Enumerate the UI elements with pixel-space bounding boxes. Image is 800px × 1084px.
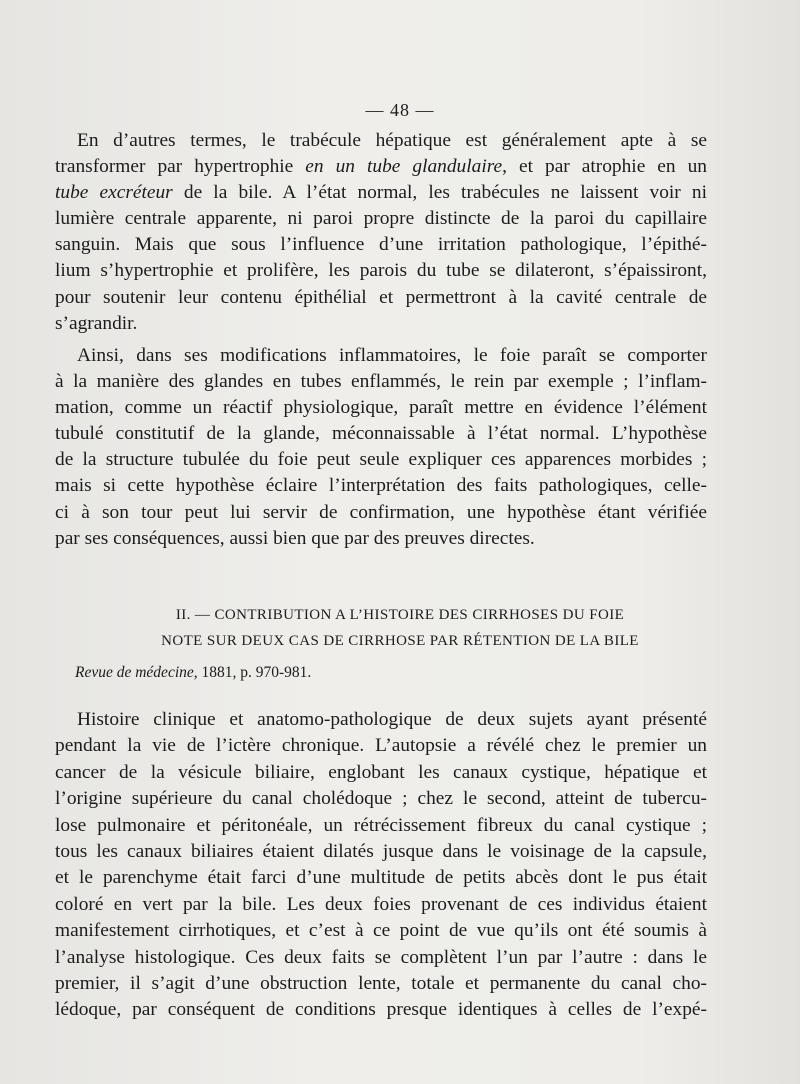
text-run: de la bile. A l’état normal, les trabécules ne laissent voir ni [172,182,707,204]
paragraph-3 [55,707,707,1024]
bibliographic-reference [75,664,311,682]
text-line: Ainsi, dans ses modifications inflammatoires, le foie paraît se comporter [77,345,707,366]
text-line: lium s’hypertrophie et prolifère, les parois du tube se dilateront, s’épaissiront, [55,260,707,282]
text-line: sanguin. Mais que sous l’influence d’une irritation pathologique, l’épithé- [55,234,707,256]
section-subheading: NOTE SUR DEUX CAS DE CIRRHOSE PAR RÉTENTION DE LA BILE [161,633,639,649]
text-run: transformer par hypertrophie [55,156,306,178]
text-line: l’analyse histologique. Ces deux faits se complètent l’un par l’autre : dans le [55,946,707,968]
text-line: et le parenchyme était farci d’une multitude de petits abcès dont le pus était [55,867,707,889]
italic-text: tube excréteur [55,182,173,204]
text-line: lédoque, par conséquent de conditions presque identiques à celles de l’expé- [55,999,707,1021]
text-line: ci à son tour peut lui servir de confirmation, une hypothèse étant vérifiée [55,501,707,523]
italic-text: en un tube glandulaire [305,156,503,178]
text-run: , et par atrophie en un [502,156,707,178]
text-line: coloré en vert par la bile. Les deux foies provenant de ces individus étaient [55,893,707,915]
paragraph-2 [55,343,707,552]
page-number: — 48 — [365,100,435,120]
text-line: pendant la vie de l’ictère chronique. L’autopsie a révélé chez le premier un [55,735,707,757]
text-line: à la manière des glandes en tubes enflammés, le rein par exemple ; l’inflam- [55,371,707,393]
text-line: manifestement cirrhotiques, et c’est à ce point de vue qu’ils ont été soumis à [55,920,707,942]
text-line: pour soutenir leur contenu épithélial et permettront à la cavité centrale de [55,286,707,308]
text-line: de la structure tubulée du foie peut seule expliquer ces apparences morbides ; [55,449,707,471]
text-line: lose pulmonaire et péritonéale, un rétrécissement fibreux du canal cystique ; [55,814,707,836]
text-line [55,180,707,206]
paragraph-1 [55,128,707,337]
text-line: Histoire clinique et anatomo-pathologique de deux sujets ayant présenté [77,709,707,730]
text-line: cancer de la vésicule biliaire, englobant les canaux cystique, hépatique et [55,761,707,783]
text-line: par ses conséquences, aussi bien que par des preuves directes. [55,527,535,549]
text-line: mais si cette hypothèse éclaire l’interprétation des faits pathologiques, celle- [55,475,707,497]
text-line: tous les canaux biliaires étaient dilatés jusque dans le voisinage de la capsule, [55,840,707,862]
text-line: lumière centrale apparente, ni paroi propre distincte de la paroi du capillaire [55,208,707,230]
text-line: premier, il s’agit d’une obstruction lente, totale et permanente du canal cho- [55,972,707,994]
text-line: En d’autres termes, le trabécule hépatique est généralement apte à se [77,130,707,151]
text-line [55,154,707,180]
journal-title: Revue de médecine [75,664,194,681]
text-line: l’origine supérieure du canal cholédoque ; chez le second, atteint de tubercu- [55,788,707,810]
text-line: tubulé constitutif de la glande, méconnaissable à l’état normal. L’hypothèse [55,423,707,445]
section-heading: II. — CONTRIBUTION A L’HISTOIRE DES CIRRHOSES DU FOIE [175,607,625,623]
text-line: mation, comme un réactif physiologique, paraît mettre en évidence l’élément [55,397,707,419]
reference-details: , 1881, p. 970-981. [193,664,312,681]
text-line: s’agrandir. [55,312,138,334]
